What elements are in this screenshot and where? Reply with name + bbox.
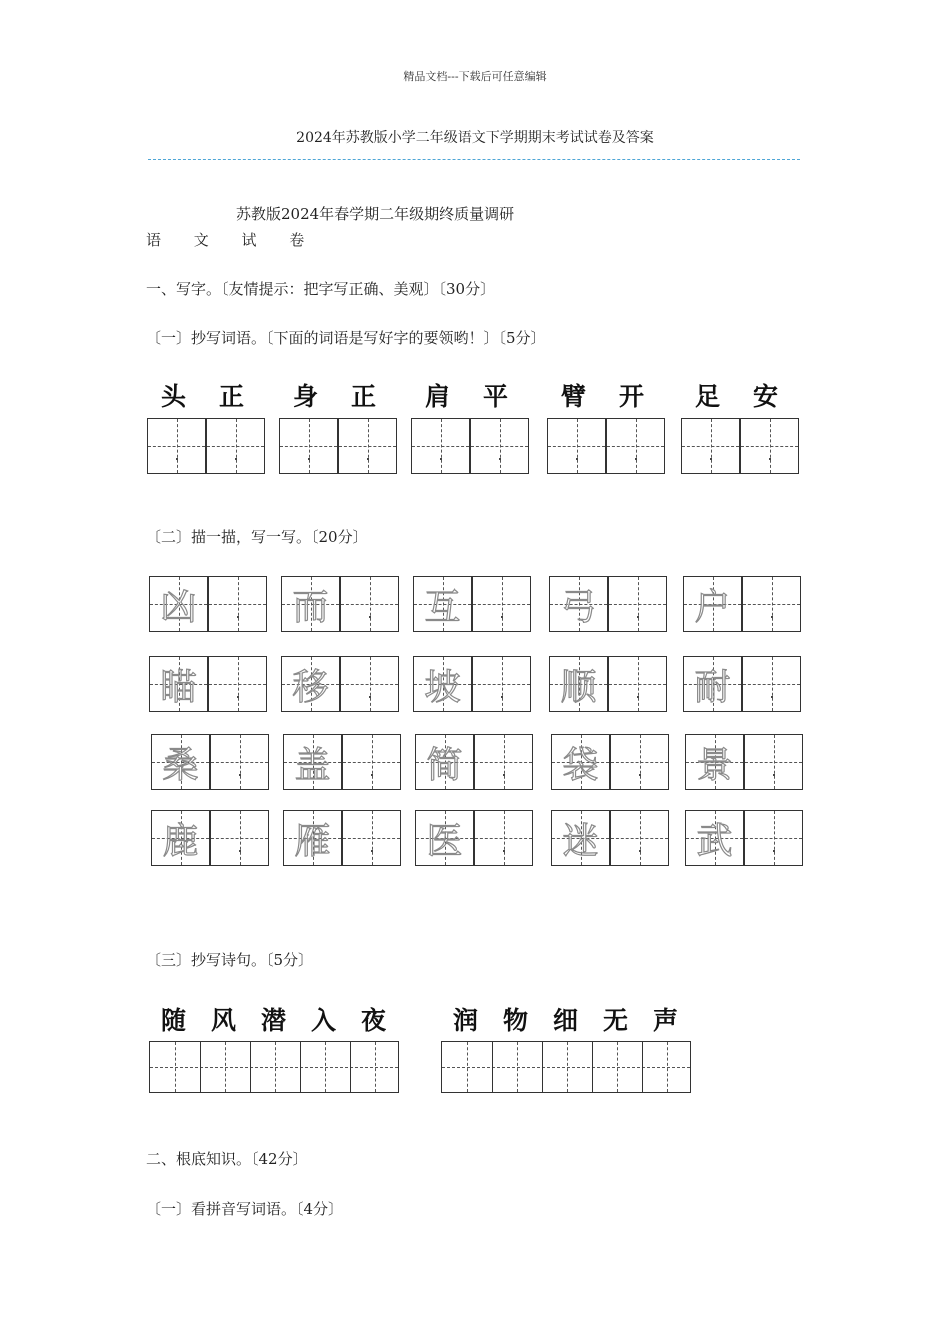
word-character: 身 (293, 382, 319, 411)
section-2-heading: 二、根底知识。〔42分〕 (146, 1150, 308, 1168)
write-box (342, 810, 401, 866)
trace-box (415, 810, 474, 866)
copy-box (606, 418, 665, 474)
trace-character: 医 (426, 820, 463, 862)
trace-box (149, 576, 208, 632)
poem-character: 入 (311, 1006, 337, 1035)
poem-character: 潜 (261, 1006, 287, 1035)
copy-box (411, 418, 470, 474)
word-character: 平 (483, 382, 509, 411)
copy-box (547, 418, 606, 474)
write-box (744, 734, 803, 790)
trace-box (683, 656, 742, 712)
copy-box (206, 418, 265, 474)
trace-character: 简 (426, 744, 463, 786)
trace-character: 坡 (424, 666, 461, 708)
poem-character: 细 (553, 1006, 579, 1035)
copy-box (279, 418, 338, 474)
write-box (208, 576, 267, 632)
trace-box (281, 656, 340, 712)
trace-character: 互 (424, 586, 461, 628)
poem-character: 润 (453, 1006, 479, 1035)
word-character: 正 (219, 382, 245, 411)
poem-character: 声 (653, 1006, 679, 1035)
trace-character: 弓 (560, 586, 597, 628)
trace-box (551, 734, 610, 790)
section-1-heading: 一、写字。〔友情提示：把字写正确、美观〕〔30分〕 (146, 280, 496, 298)
write-box (210, 734, 269, 790)
trace-box (551, 810, 610, 866)
word-character: 足 (695, 382, 721, 411)
trace-box (281, 576, 340, 632)
copy-box (681, 418, 740, 474)
trace-character: 景 (696, 744, 733, 786)
trace-character: 而 (292, 586, 329, 628)
trace-character: 瞄 (160, 666, 197, 708)
trace-box (683, 576, 742, 632)
poem-character: 物 (503, 1006, 529, 1035)
word-character: 头 (161, 382, 187, 411)
subsection-1-3-heading: 〔三〕抄写诗句。〔5分〕 (146, 951, 314, 969)
copy-box (740, 418, 799, 474)
exam-subtitle: 苏教版2024年春学期二年级期终质量调研 (236, 205, 515, 223)
word-character: 正 (351, 382, 377, 411)
write-box (608, 656, 667, 712)
trace-character: 雁 (294, 820, 331, 862)
trace-box (685, 734, 744, 790)
trace-box (149, 656, 208, 712)
write-box (608, 576, 667, 632)
write-box (474, 810, 533, 866)
document-title: 2024年苏教版小学二年级语文下学期期末考试试卷及答案 (296, 130, 654, 146)
word-character: 开 (619, 382, 645, 411)
poem-character: 夜 (361, 1006, 387, 1035)
write-box (742, 576, 801, 632)
trace-box (151, 810, 210, 866)
trace-character: 移 (292, 666, 329, 708)
trace-box (549, 576, 608, 632)
subsection-1-1-heading: 〔一〕抄写词语。〔下面的词语是写好字的要领哟！〕〔5分〕 (146, 329, 546, 347)
write-box (742, 656, 801, 712)
poem-write-strip (441, 1041, 691, 1093)
trace-character: 鹿 (162, 820, 199, 862)
poem-character: 无 (603, 1006, 629, 1035)
trace-character: 迷 (562, 820, 599, 862)
trace-character: 凶 (160, 586, 197, 628)
word-character: 肩 (425, 382, 451, 411)
write-box (208, 656, 267, 712)
poem-character: 随 (161, 1006, 187, 1035)
trace-character: 盖 (294, 744, 331, 786)
trace-box (413, 576, 472, 632)
poem-character: 风 (211, 1006, 237, 1035)
write-box (610, 810, 669, 866)
write-box (472, 656, 531, 712)
write-box (340, 656, 399, 712)
write-box (472, 576, 531, 632)
write-box (474, 734, 533, 790)
trace-character: 户 (694, 586, 731, 628)
trace-character: 武 (696, 820, 733, 862)
title-divider (148, 159, 800, 160)
word-character: 臂 (561, 382, 587, 411)
trace-character: 耐 (694, 666, 731, 708)
subsection-2-1-heading: 〔一〕看拼音写词语。〔4分〕 (146, 1200, 344, 1218)
word-character: 安 (753, 382, 779, 411)
page-header: 精品文档---下载后可任意编辑 (403, 70, 547, 83)
trace-box (685, 810, 744, 866)
trace-box (413, 656, 472, 712)
write-box (342, 734, 401, 790)
trace-character: 顺 (560, 666, 597, 708)
trace-box (415, 734, 474, 790)
trace-character: 袋 (562, 744, 599, 786)
write-box (610, 734, 669, 790)
subsection-1-2-heading: 〔二〕描一描，写一写。〔20分〕 (146, 528, 368, 546)
poem-write-strip (149, 1041, 399, 1093)
write-box (210, 810, 269, 866)
write-box (744, 810, 803, 866)
trace-box (549, 656, 608, 712)
exam-subject: 语 文 试 卷 (146, 231, 319, 249)
trace-box (283, 810, 342, 866)
trace-box (151, 734, 210, 790)
write-box (340, 576, 399, 632)
copy-box (147, 418, 206, 474)
copy-box (338, 418, 397, 474)
copy-box (470, 418, 529, 474)
trace-box (283, 734, 342, 790)
trace-character: 桑 (162, 744, 199, 786)
